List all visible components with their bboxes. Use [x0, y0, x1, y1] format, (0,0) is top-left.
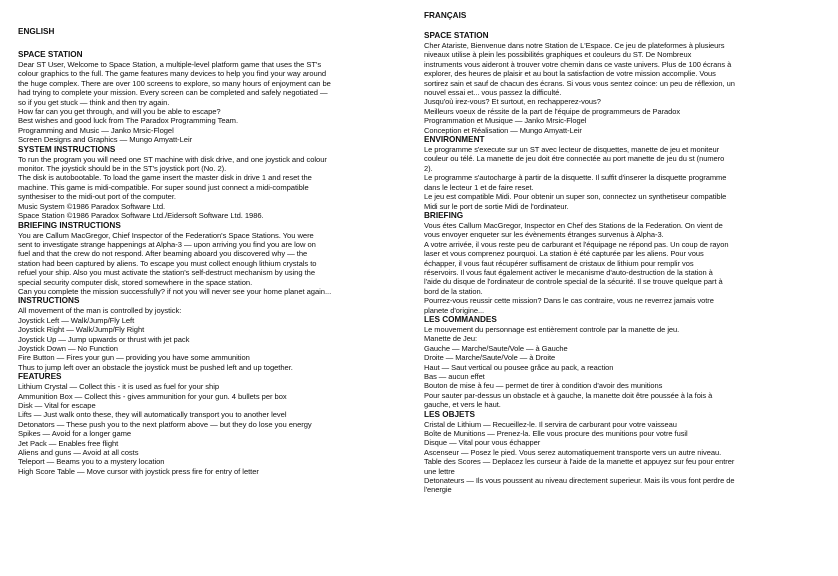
english-section [18, 221, 398, 297]
text-line: Le jeu est compatible Midi. Pour obtenir un super son, connectez un synthetiseur compatible [424, 192, 727, 202]
text-line: had trying to complete your mission. Every screen can be completed and safely negotiated — [18, 88, 328, 98]
text-line: Space Station ©1986 Paradox Software Ltd./Eidersoft Software Ltd. 1986. [18, 211, 264, 221]
text-line: High Score Table — Move cursor with joystick press fire for entry of letter [18, 466, 259, 476]
french-section [424, 135, 816, 211]
text-line: Ammunition Box — Collect this - gives ammunition for your gun. 4 bullets per box [18, 391, 287, 401]
section-title: INSTRUCTIONS [18, 296, 80, 306]
section-title: LES OBJETS [424, 409, 475, 419]
english-column [18, 0, 398, 476]
text-line: Gauche — Marche/Saute/Vole — à Gauche [424, 343, 568, 353]
section-title: LES COMMANDES [424, 314, 497, 324]
text-line: laser et vous comprenez pourquoi. La station è été capturée par les aliens. Pour vous [424, 249, 704, 259]
text-line: Music System ©1986 Paradox Software Ltd. [18, 201, 166, 211]
text-line: Midi sur le port de sortie Midi de l'ordinateur. [424, 201, 569, 211]
text-line: Bas — aucun effet [424, 372, 485, 381]
text-line: Thus to jump left over an obstacle the joystick must be pushed left and up together. [18, 362, 293, 372]
text-line: Disk — Vital for escape [18, 401, 96, 410]
text-line: dans le lecteur 1 et de faire reset. [424, 182, 534, 192]
text-line: so if you get stuck — think and then try again. [18, 97, 170, 107]
text-line: Programming and Music — Janko Mrsic-Flogel [18, 125, 174, 135]
text-line: monitor. The joystick should be in the ST's joystick port (No. 2). [18, 164, 227, 174]
text-line: Le programme s'autocharge à partir de la disquette. Il suffit d'inserer la disquette programme [424, 173, 727, 183]
text-line: All movement of the man is controlled by joystick: [18, 306, 182, 316]
text-line: Cristal de Lithium — Recueillez-le. Il servira de carburant pour votre vaisseau [424, 419, 677, 429]
text-line: sent to investigate strange happenings at Alpha-3 — upon arriving you find you are low on [18, 239, 316, 249]
text-line: Boîte de Munitions — Prenez-la. Elle vous procure des munitions pour votre fusil [424, 429, 688, 439]
text-line: Joystick Down — No Function [18, 343, 118, 353]
english-sections [18, 50, 398, 476]
text-line: niveaux utilise à plein les possibilités graphiques et couleurs du ST. De Nombreux [424, 50, 692, 60]
text-line: l'aide du disque de l'ordinateur de controle special de la sécurité. Il se trouve quelque part à [424, 277, 723, 287]
section-title: FEATURES [18, 372, 62, 382]
section-title: ENVIRONMENT [424, 135, 485, 145]
english-section [18, 50, 398, 145]
section-title: SYSTEM INSTRUCTIONS [18, 144, 116, 154]
french-section [424, 410, 816, 495]
text-line: Bouton de mise à feu — permet de tirer à condition d'avoir des munitions [424, 381, 663, 391]
text-line: explorer, des heures de plaisir et au bout la satisfaction de votre mission accomplie. Vous [424, 69, 716, 79]
text-line: couleur ou télé. La manette de jeu doit étre connectée au port manette de jeu du st (numero [424, 154, 725, 164]
text-line: Screen Designs and Graphics — Mungo Amyatt-Leir [18, 135, 193, 145]
text-line: Le mouvement du personnage est entièrement controle par la manette de jeu. [424, 324, 680, 334]
english-section [18, 372, 398, 476]
text-line: Manette de Jeu: [424, 334, 478, 344]
text-line: Dear ST User, Welcome to Space Station, a multiple-level platform game that uses the ST's [18, 60, 322, 69]
french-section [424, 211, 816, 315]
text-line: Haut — Saut vertical ou pousee grâce au pack, a reaction [424, 362, 614, 372]
text-line: You are Callum MacGregor, Chief Inspector of the Federation's Space Stations. You were [18, 230, 314, 240]
text-line: Joystick Up — Jump upwards or thrust with jet pack [18, 334, 190, 344]
text-line: Le programme s'execute sur un ST avec lecteur de disquettes, manette de jeu et moniteur [424, 145, 720, 155]
text-line: Ascenseur — Posez le pied. Vous serez automatiquement transporte vers un autre niveau. [424, 447, 722, 457]
text-line: colour graphics to the full. The game features many devices to help you find your way around [18, 69, 327, 79]
text-line: Spikes — Avoid for a longer game [18, 429, 132, 439]
text-line: réservoirs. Il vous faut également activer le mecanisme d'auto-destruction de la station à [424, 267, 713, 277]
text-line: Can you complete the mission successfully? if not you will never see your home planet again... [18, 286, 332, 296]
text-line: Detonateurs — Ils vous poussent au niveau directement superieur. Mais ils vous font perdre de [424, 476, 735, 486]
text-line: Cher Atariste, Bienvenue dans notre Station de L'Espace. Ce jeu de plateformes à plusieurs [424, 41, 725, 50]
text-line: Fire Button — Fires your gun — providing you have some ammunition [18, 353, 250, 363]
text-line: Teleport — Beams you to a mystery location [18, 457, 165, 467]
french-section [424, 31, 816, 135]
text-line: Conception et Réalisation — Mungo Amyatt-Leir [424, 125, 582, 135]
text-line: une lettre [424, 466, 455, 476]
french-heading: FRANÇAIS [424, 11, 467, 20]
french-column [424, 0, 816, 495]
section-title: BRIEFING INSTRUCTIONS [18, 220, 121, 230]
text-line: Lithium Crystal — Collect this - it is used as fuel for your ship [18, 382, 220, 392]
text-line: Pourrez-vous reussir cette mission? Dans le cas contraire, vous ne reverrez jamais votre [424, 296, 714, 306]
text-line: échapper, il vous faut récupérer suffisament de cristaux de lithium pour remplir vos [424, 258, 694, 268]
text-line: Joystick Left — Walk/Jump/Fly Left [18, 315, 135, 325]
text-line: Best wishes and good luck from The Paradox Programming Team. [18, 116, 238, 126]
text-line: synthesiser to the midi-out port of the computer. [18, 192, 176, 202]
text-line: Joystick Right — Walk/Jump/Fly Right [18, 325, 145, 335]
text-line: How far can you get through, and will you be able to escape? [18, 107, 221, 117]
text-line: bord de la station. [424, 286, 483, 296]
text-line: Detonators — These push you to the next platform above — but they do lose you energy [18, 419, 312, 429]
text-line: sortirez sain et sauf de chacun des écrans. Si vous vous sentez coince: un peu de réflexion, un [424, 78, 735, 88]
text-line: Meilleurs voeux de réssite de la part de l'équipe de programmeurs de Paradox [424, 106, 681, 116]
text-line: Pour sauter par-dessus un obstacle et à gauche, la manette doit être poussée à la fois à [424, 390, 713, 400]
text-line: vous envoyer enqueter sur les évènements étranges survenus à Alpha-3. [424, 230, 664, 240]
text-line: station had been captured by aliens. To escape you must collect enough lithium crystals to [18, 258, 317, 268]
text-line: The disk is autobootable. To load the game insert the master disk in drive 1 and reset the [18, 173, 312, 183]
text-line: gauche, et vers le haut. [424, 400, 501, 410]
text-line: Programmation et Musique — Janko Mrsic-Flogel [424, 116, 587, 126]
text-line: Jet Pack — Enables free flight [18, 438, 119, 448]
text-line: Lifts — Just walk onto these, they will automatically transport you to another level [18, 410, 287, 420]
english-section [18, 296, 398, 372]
text-line: 2). [424, 163, 433, 173]
text-line: To run the program you will need one ST machine with disk drive, and one joystick and colour [18, 154, 327, 164]
text-line: the huge complex. There are over 100 screens to explore, so many hours of enjoyment can be [18, 78, 331, 88]
text-line: Disque — Vital pour vous échapper [424, 438, 541, 448]
text-line: instruments vous aideront à trouver votre chemin dans ce vaste univers. Plus de 100 écrans à [424, 59, 732, 69]
french-sections [424, 31, 816, 495]
section-title: SPACE STATION [424, 31, 489, 40]
section-title: SPACE STATION [18, 50, 83, 59]
french-section [424, 315, 816, 410]
text-line: fuel and that the crew do not respond. After beaming aboard you discovered why — the [18, 249, 308, 259]
text-line: Table des Scores — Deplacez les curseur à l'aide de la manette et appuyez sur feu pour entrer [424, 457, 735, 467]
text-line: l'energie [424, 485, 452, 495]
text-line: Aliens and guns — Avoid at all costs [18, 448, 139, 458]
text-line: A votre arrivée, il vous reste peu de carburant et l'équipage ne répond pas. Un coup de rayon [424, 239, 729, 249]
english-section [18, 145, 398, 221]
section-title: BRIEFING [424, 210, 464, 220]
english-heading: ENGLISH [18, 27, 55, 36]
text-line: machine. This game is midi-compatible. For super sound just connect a midi-compatible [18, 182, 309, 192]
text-line: planete d'origine... [424, 305, 485, 315]
text-line: refuel your ship. Also you must activate the station's self-destruct mechanism by using the [18, 268, 315, 278]
text-line: Jusqu'où irez-vous? Et surtout, en rechapperez-vous? [424, 97, 601, 107]
text-line: Vous étes Callum MacGregor, Inspector en Chef des Stations de la Federation. On vient de [424, 220, 723, 230]
text-line: Droite — Marche/Saute/Vole — à Droite [424, 353, 556, 363]
text-line: nouvel essai et... vous passez la difficulté. [424, 88, 562, 98]
text-line: special security computer disk, stored somewhere in the space station. [18, 277, 253, 287]
